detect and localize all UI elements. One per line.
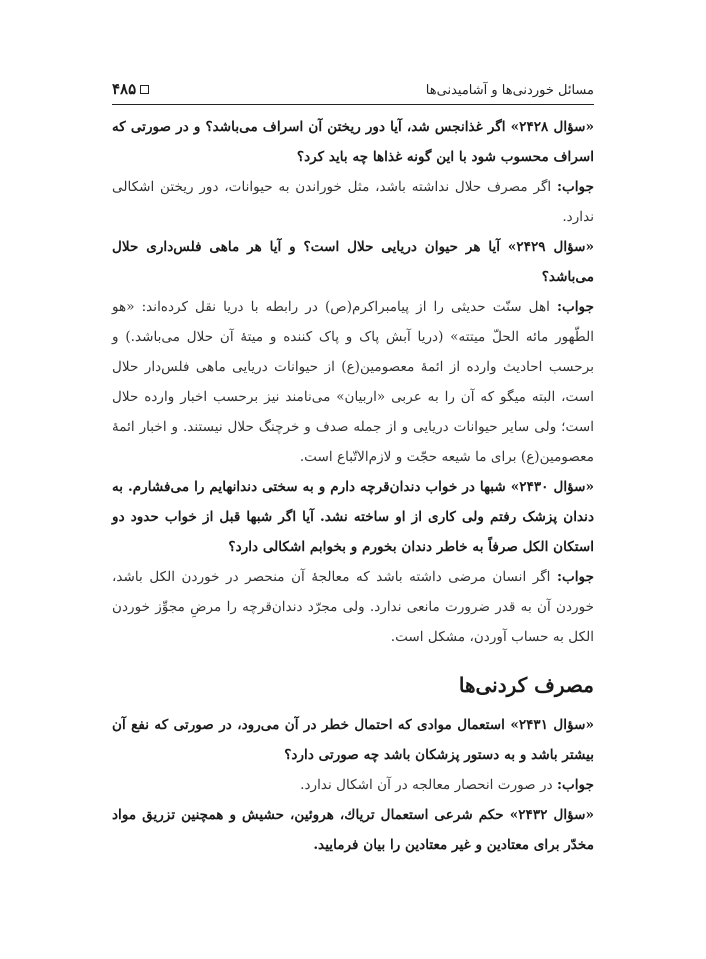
question-label: «سؤال ۲۴۲۹» xyxy=(507,239,595,255)
question-label: «سؤال ۲۴۳۲» xyxy=(509,807,595,823)
answer-2428 xyxy=(112,172,594,232)
question-label: «سؤال ۲۴۳۱» xyxy=(510,717,594,733)
page-content xyxy=(112,112,594,860)
answer-label: جواب: xyxy=(556,777,594,793)
section-title: مصرف کردنی‌ها xyxy=(458,673,594,697)
page-number-text: ۴۸۵ xyxy=(112,80,137,98)
question-text: حکم شرعی استعمال تریاك، هروئین، حشیش و همچنین تزریق مواد مخدّر برای معتادین و غیر معتادین را بیان فرمایید. xyxy=(112,807,594,853)
question-text: آیا هر حیوان دریایی حلال است؟ و آیا هر ماهی فلس‌داری حلال می‌باشد؟ xyxy=(112,239,594,285)
answer-label: جواب: xyxy=(556,299,594,315)
answer-text: اگر مصرف حلال نداشته باشد، مثل خوراندن به حیوانات، دور ریختن اشکالی ندارد. xyxy=(112,179,594,225)
question-2432 xyxy=(112,800,594,860)
question-2430 xyxy=(112,472,594,562)
answer-2430 xyxy=(112,562,594,652)
running-header xyxy=(112,76,594,98)
question-label: «سؤال ۲۴۳۰» xyxy=(510,479,595,495)
answer-label: جواب: xyxy=(556,179,594,195)
question-text: شبها در خواب دندان‌قرچه دارم و به سختی دندانهایم را می‌فشارم. به دندان پزشک رفتم ولی کاری از او ساخته نشد. آیا اگر شبها قبل از خواب حدود دو استکان الکل صرفاً به خاطر دندان بخورم و بخوابم اشکالی دارد؟ xyxy=(112,479,594,555)
square-ornament-icon xyxy=(140,85,149,94)
question-2428 xyxy=(112,112,594,172)
page-number xyxy=(112,80,149,98)
answer-text: اگر انسان مرضی داشته باشد که معالجهٔ آن منحصر در خوردن الکل باشد، خوردن آن به قدر ضرورت مانعی ندارد. ولی مجرّد دندان‌قرچه را مرضِ مجوِّز خوردن الکل به حساب آوردن، مشکل است. xyxy=(112,569,594,645)
answer-text: اهل سنّت حدیثی را از پیامبراکرم(ص) در رابطه با دریا نقل کرده‌اند: «هو الطّهور مائه الحلّ میتته» (دریا آبش پاک و پاک کننده و میتهٔ آن حلال می‌باشد.) و برحسب احادیث وارده از ائمهٔ معصومین(ع) از حیوانات دریایی ماهی فلس‌دار حلال است، البته میگو که آن را به عربی «اربیان» می‌نامند نیز برحسب اخبار وارده حلال است؛ ولی سایر حیوانات دریایی و از جمله صدف و خرچنگ حلال نیستند. و اخبار ائمهٔ معصومین(ع) برای ما شیعه حجّت و لازم‌الاتّباع است. xyxy=(112,299,594,465)
question-text: استعمال موادی که احتمال خطر در آن می‌رود، در صورتی که نفع آن بیشتر باشد و به دستور پزشکان باشد چه صورتی دارد؟ xyxy=(112,717,594,763)
header-rule xyxy=(112,104,594,105)
answer-text: در صورت انحصار معالجه در آن اشکال ندارد. xyxy=(300,777,553,793)
answer-2429 xyxy=(112,292,594,472)
question-text: اگر غذانجس شد، آیا دور ریختن آن اسراف می‌باشد؟ و در صورتی که اسراف محسوب شود با این گونه غذاها چه باید کرد؟ xyxy=(112,119,594,165)
answer-label: جواب: xyxy=(556,569,594,585)
answer-2431 xyxy=(112,770,594,800)
question-label: «سؤال ۲۴۲۸» xyxy=(510,119,595,135)
running-header-title: مسائل خوردنی‌ها و آشامیدنی‌ها xyxy=(425,83,594,98)
question-2431 xyxy=(112,710,594,770)
question-2429 xyxy=(112,232,594,292)
